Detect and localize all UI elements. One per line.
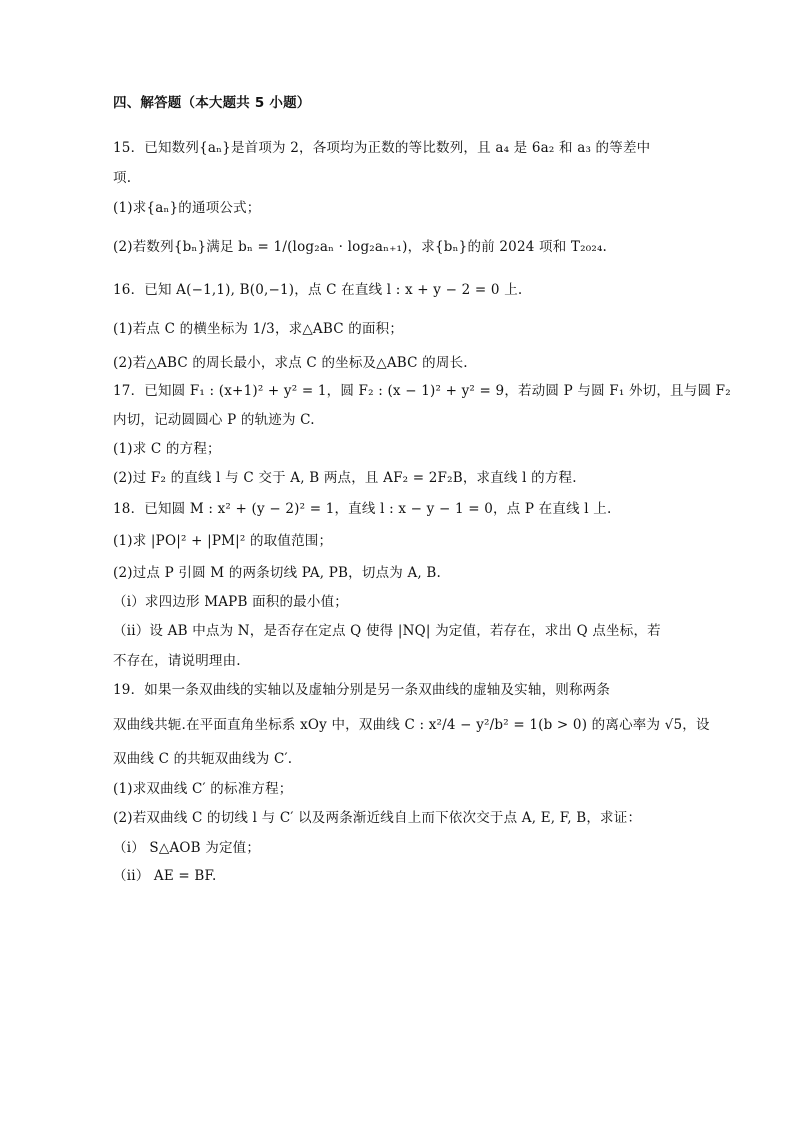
- problem-15-line-2: 项.: [113, 170, 132, 186]
- problem-19-line-3: 双曲线 C 的共轭双曲线为 C′.: [113, 751, 293, 767]
- problem-16-part-1: (1)若点 C 的横坐标为 1/3，求△ABC 的面积；: [113, 321, 404, 337]
- problem-18-part-2: (2)过点 P 引圆 M 的两条切线 PA, PB，切点为 A, B.: [113, 565, 442, 581]
- problem-19-line-2: 双曲线共轭.在平面直角坐标系 xOy 中，双曲线 C : x²/4 − y²/b² = 1(b > 0) 的离心率为 √5，设: [113, 717, 710, 733]
- problem-19-part-2: (2)若双曲线 C 的切线 l 与 C′ 以及两条渐近线自上而下依次交于点 A, E, F, B，求证：: [113, 810, 642, 826]
- problem-19-part-2-i: （i） S△AOB 为定值；: [113, 840, 261, 856]
- problem-15-part-1: (1)求{aₙ}的通项公式；: [113, 200, 261, 216]
- section-heading: 四、解答题（本大题共 5 小题）: [113, 95, 311, 111]
- problem-19-part-2-ii: （ii） AE = BF.: [113, 868, 217, 884]
- problem-17-part-2: (2)过 F₂ 的直线 l 与 C 交于 A, B 两点，且 AF₂ = 2F₂B，求直线 l 的方程.: [113, 470, 577, 486]
- problem-16-part-2: (2)若△ABC 的周长最小，求点 C 的坐标及△ABC 的周长.: [113, 355, 468, 371]
- problem-18-part-2-i: （i）求四边形 MAPB 面积的最小值；: [113, 594, 348, 610]
- problem-17-line-1: 17．已知圆 F₁ : (x+1)² + y² = 1，圆 F₂ : (x − 1)² + y² = 9，若动圆 P 与圆 F₁ 外切，且与圆 F₂: [113, 383, 731, 399]
- problem-16-line-1: 16．已知 A(−1,1), B(0,−1)，点 C 在直线 l : x + y − 2 = 0 上.: [113, 282, 523, 298]
- problem-18-part-2-ii: （ii）设 AB 中点为 N，是否存在定点 Q 使得 |NQ| 为定值，若存在，求出 Q 点坐标，若: [113, 623, 661, 639]
- problem-19-part-1: (1)求双曲线 C′ 的标准方程；: [113, 781, 293, 797]
- problem-18-part-2-ii-cont: 不存在，请说明理由.: [113, 653, 241, 669]
- problem-18-part-1: (1)求 |PO|² + |PM|² 的取值范围；: [113, 533, 333, 549]
- problem-15-line-1: 15．已知数列{aₙ}是首项为 2，各项均为正数的等比数列，且 a₄ 是 6a₂ 和 a₃ 的等差中: [113, 140, 651, 156]
- problem-19-line-1: 19．如果一条双曲线的实轴以及虚轴分别是另一条双曲线的虚轴及实轴，则称两条: [113, 682, 611, 698]
- problem-15-part-2: (2)若数列{bₙ}满足 bₙ = 1/(log₂aₙ · log₂aₙ₊₁)，求{bₙ}的前 2024 项和 T₂₀₂₄.: [113, 239, 608, 255]
- problem-18-line-1: 18．已知圆 M : x² + (y − 2)² = 1，直线 l : x − y − 1 = 0，点 P 在直线 l 上.: [113, 501, 612, 517]
- problem-17-line-2: 内切，记动圆圆心 P 的轨迹为 C.: [113, 412, 315, 428]
- problem-17-part-1: (1)求 C 的方程；: [113, 441, 221, 457]
